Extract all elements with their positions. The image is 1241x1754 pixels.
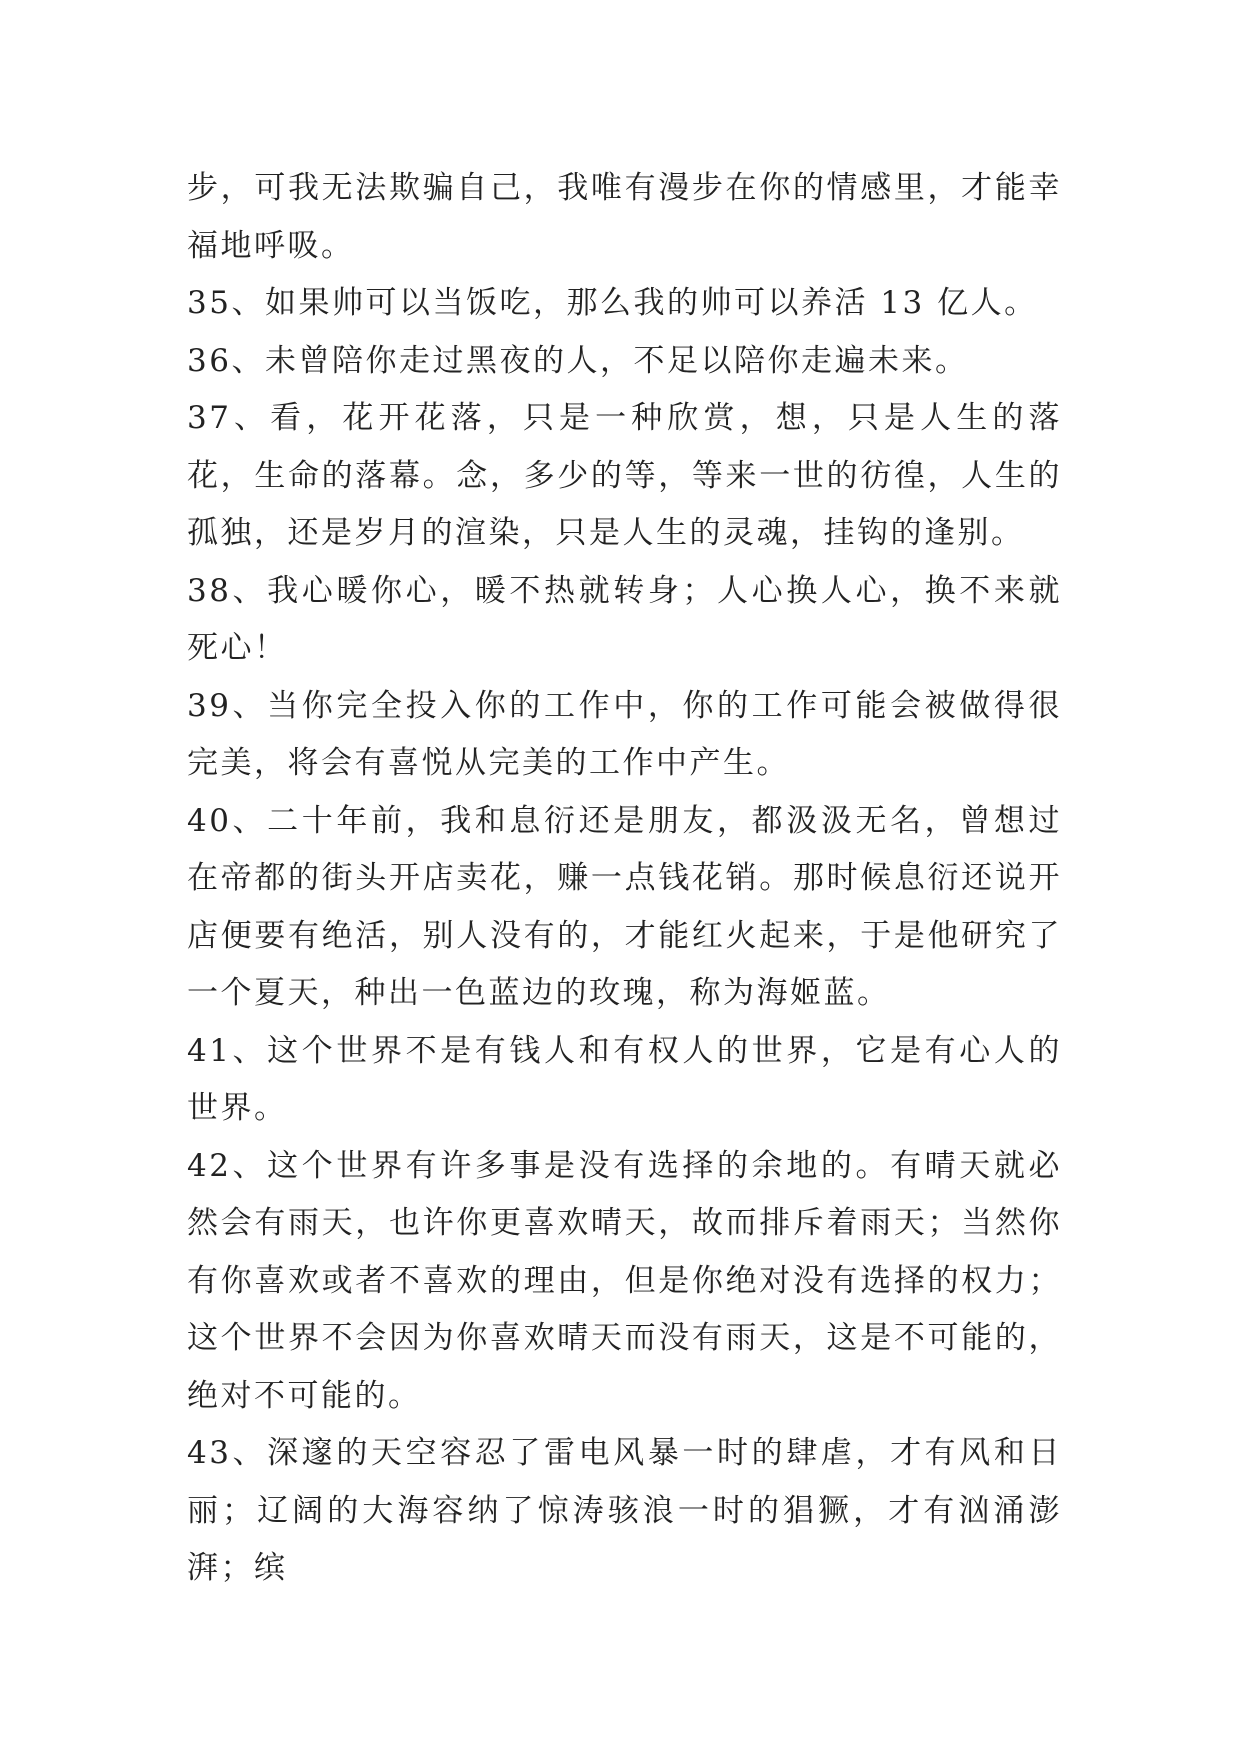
paragraph-39: 39、当你完全投入你的工作中，你的工作可能会被做得很完美，将会有喜悦从完美的工作中产生。	[187, 687, 1062, 781]
paragraph-continuation: 步，可我无法欺骗自己，我唯有漫步在你的情感里，才能幸福地呼吸。	[187, 170, 1062, 264]
paragraph-37: 37、看，花开花落，只是一种欣赏，想，只是人生的落花，生命的落幕。念，多少的等，等来一世的彷徨，人生的孤独，还是岁月的渲染，只是人生的灵魂，挂钩的逢别。	[187, 400, 1062, 551]
paragraph-42: 42、这个世界有许多事是没有选择的余地的。有晴天就必然会有雨天，也许你更喜欢晴天，故而排斥着雨天；当然你有你喜欢或者不喜欢的理由，但是你绝对没有选择的权力；这个世界不会因为你喜欢晴天而没有雨天，这是不可能的，绝对不可能的。	[187, 1147, 1062, 1414]
paragraph-36: 36、未曾陪你走过黑夜的人，不足以陪你走遍未来。	[187, 342, 969, 379]
paragraph-43: 43、深邃的天空容忍了雷电风暴一时的肆虐，才有风和日丽；辽阔的大海容纳了惊涛骇浪一时的猖獗，才有汹涌澎湃；缤	[187, 1435, 1062, 1586]
paragraph-35: 35、如果帅可以当饭吃，那么我的帅可以养活 13 亿人。	[187, 285, 1038, 321]
paragraph-40: 40、二十年前，我和息衍还是朋友，都汲汲无名，曾想过在帝都的街头开店卖花，赚一点钱花销。那时候息衍还说开店便要有绝活，别人没有的，才能红火起来，于是他研究了一个夏天，种出一色蓝边的玫瑰，称为海姬蓝。	[187, 802, 1062, 1011]
document-body	[187, 160, 1062, 1598]
paragraph-38: 38、我心暖你心，暖不热就转身；人心换人心，换不来就死心！	[187, 572, 1062, 666]
paragraph-41: 41、这个世界不是有钱人和有权人的世界，它是有心人的世界。	[187, 1032, 1062, 1126]
